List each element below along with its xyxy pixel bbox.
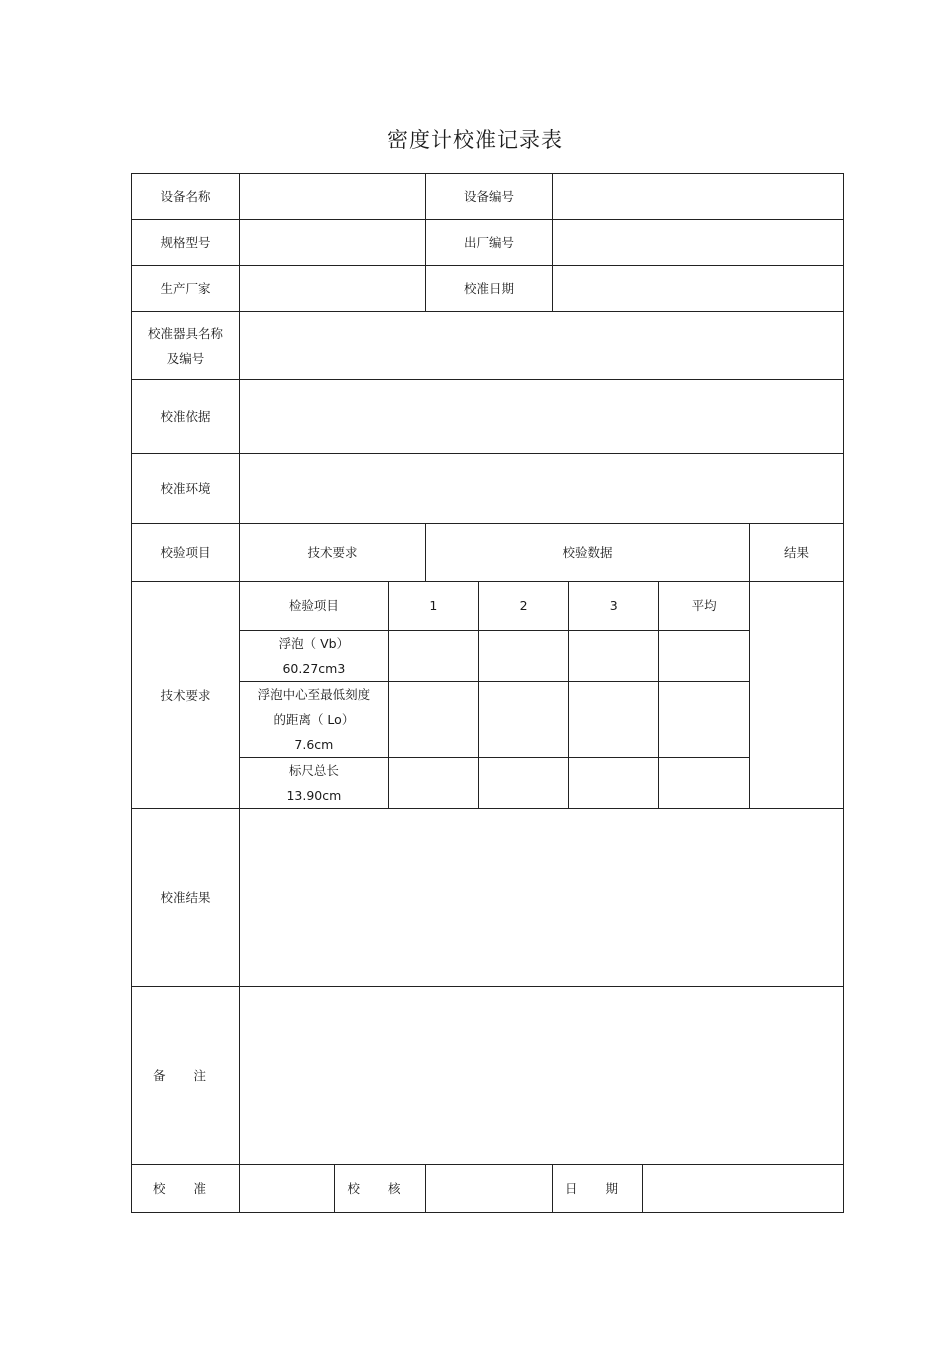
remarks-label: 备 注 [132,987,240,1165]
calibration-result-field[interactable] [240,809,844,987]
manufacturer-field[interactable] [240,266,426,312]
basis-field[interactable] [240,380,844,454]
table-row [240,757,749,808]
tech-requirements-row [132,582,844,809]
reviewer-field[interactable] [426,1165,553,1213]
signature-row [132,1165,844,1213]
tech-result-cell[interactable] [750,582,844,809]
model-spec-field[interactable] [240,220,426,266]
float-volume-label [240,630,388,681]
basis-row [132,380,844,454]
calibrator-field[interactable] [240,1165,335,1213]
item-line: 的距离（ Lo） [273,711,355,727]
average-header: 平均 [659,582,749,630]
info-row [132,220,844,266]
tech-subtable [240,582,749,808]
instrument-label-line: 校准器具名称 [147,325,223,341]
data-cell[interactable] [569,681,659,757]
data-cell[interactable] [478,630,568,681]
instrument-label [132,312,240,380]
trial-3-header: 3 [569,582,659,630]
equipment-number-field[interactable] [553,174,844,220]
document-title: 密度计校准记录表 [387,128,563,152]
table-row [240,630,749,681]
calibrator-label: 校 准 [132,1165,240,1213]
item-line: 浮泡（ Vb） [278,635,350,651]
item-line: 浮泡中心至最低刻度 [257,686,371,702]
data-cell[interactable] [388,681,478,757]
scale-length-label [240,757,388,808]
float-distance-label [240,681,388,757]
table-row [240,681,749,757]
average-cell[interactable] [659,757,749,808]
instrument-field[interactable] [240,312,844,380]
info-row [132,174,844,220]
equipment-name-label: 设备名称 [132,174,240,220]
calibration-date-label: 校准日期 [426,266,553,312]
result-header: 结果 [750,524,844,582]
data-cell[interactable] [478,757,568,808]
environment-row [132,454,844,524]
tech-item-header: 检验项目 [240,582,388,630]
data-cell[interactable] [388,757,478,808]
date-label: 日 期 [553,1165,643,1213]
data-header: 校验数据 [426,524,750,582]
reviewer-label: 校 核 [335,1165,426,1213]
equipment-number-label: 设备编号 [426,174,553,220]
instrument-row [132,312,844,380]
environment-label: 校准环境 [132,454,240,524]
average-cell[interactable] [659,681,749,757]
info-row [132,266,844,312]
tech-header-row [240,582,749,630]
data-cell[interactable] [569,630,659,681]
tech-requirements-label: 技术要求 [132,582,240,809]
item-line: 标尺总长 [288,762,339,778]
item-line: 60.27cm3 [282,660,346,676]
item-line: 13.90cm [286,787,342,803]
environment-field[interactable] [240,454,844,524]
equipment-name-field[interactable] [240,174,426,220]
manufacturer-label: 生产厂家 [132,266,240,312]
remarks-field[interactable] [240,987,844,1165]
calibration-result-row [132,809,844,987]
date-field[interactable] [643,1165,844,1213]
data-cell[interactable] [478,681,568,757]
remarks-row [132,987,844,1165]
factory-number-label: 出厂编号 [426,220,553,266]
calibration-record-table [131,173,844,1213]
trial-2-header: 2 [478,582,568,630]
trial-1-header: 1 [388,582,478,630]
model-spec-label: 规格型号 [132,220,240,266]
instrument-label-line: 及编号 [166,350,205,366]
data-cell[interactable] [388,630,478,681]
data-cell[interactable] [569,757,659,808]
inspection-item-header: 校验项目 [132,524,240,582]
calibration-date-field[interactable] [553,266,844,312]
basis-label: 校准依据 [132,380,240,454]
item-line: 7.6cm [294,736,334,752]
tech-subtable-cell [240,582,750,809]
factory-number-field[interactable] [553,220,844,266]
requirement-header: 技术要求 [240,524,426,582]
calibration-result-label: 校准结果 [132,809,240,987]
average-cell[interactable] [659,630,749,681]
inspection-header-row [132,524,844,582]
